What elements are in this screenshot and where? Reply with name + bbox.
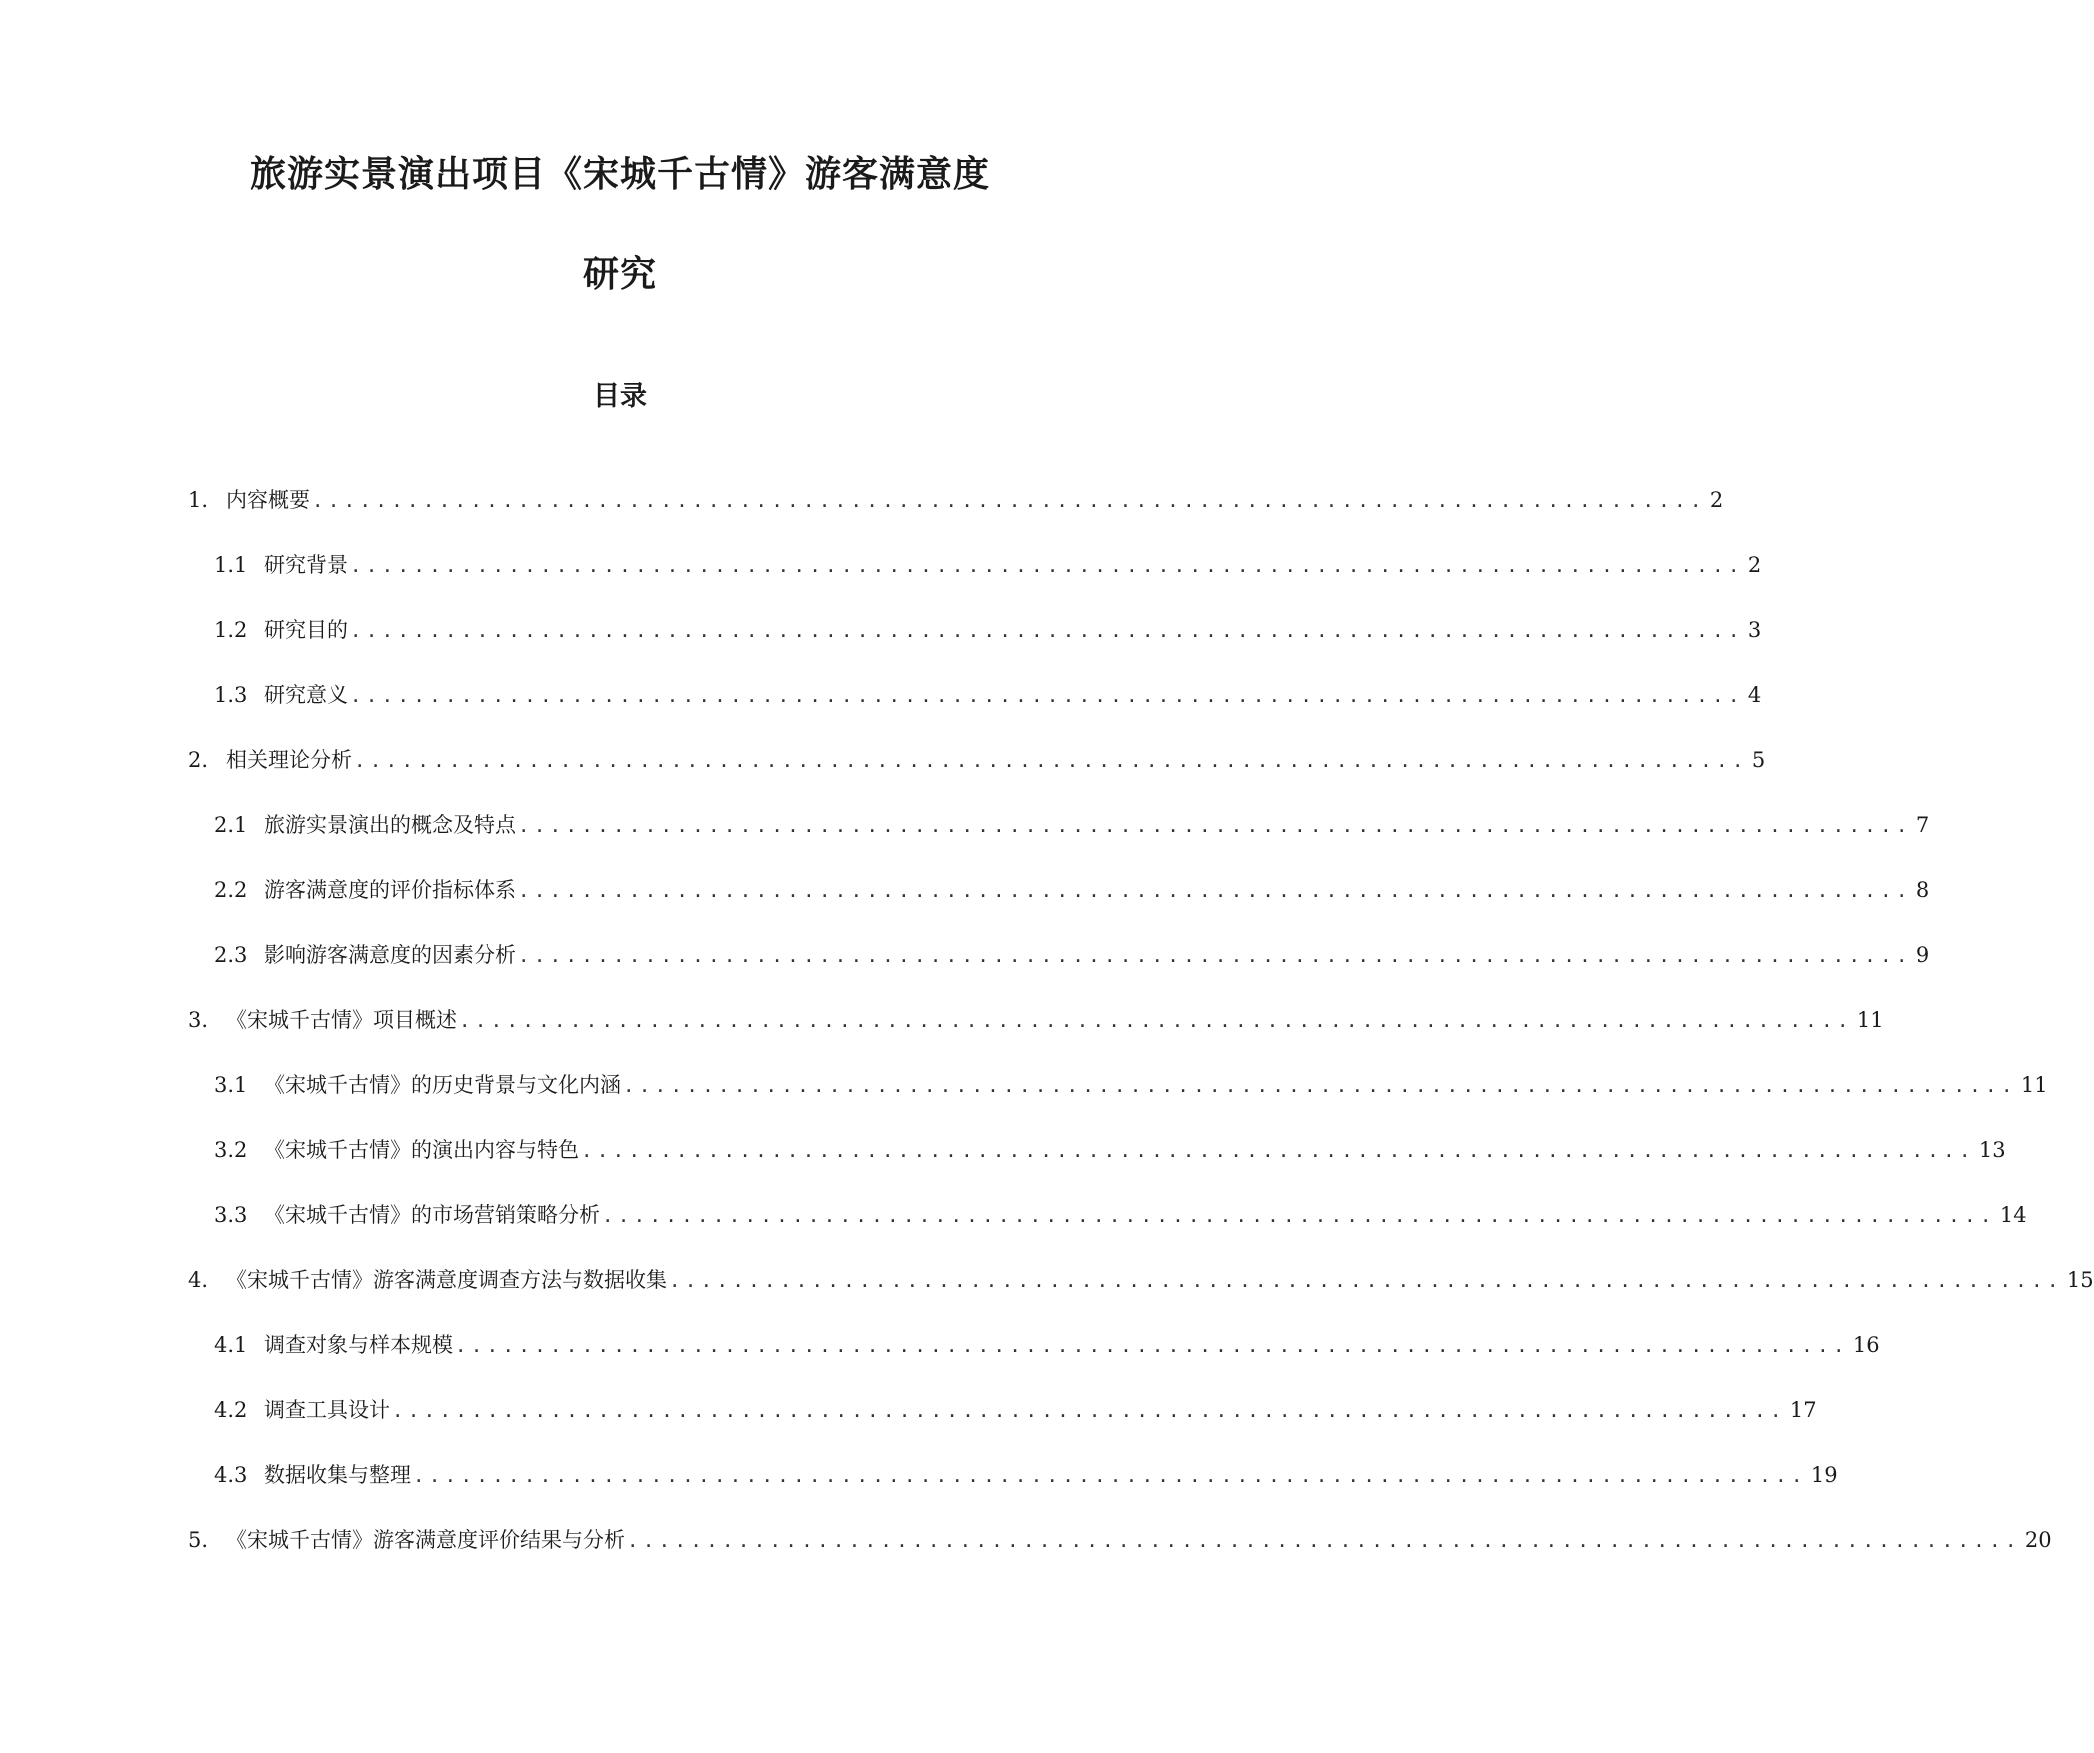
toc-entry[interactable] xyxy=(188,484,1724,516)
toc-entry-page: 8 xyxy=(1915,878,1930,902)
toc-entry-title: 游客满意度的评价指标体系 xyxy=(264,878,516,902)
toc-entry-title: 《宋城千古情》的市场营销策略分析 xyxy=(264,1203,600,1227)
toc-dot-leader: ........................................................................................ xyxy=(602,1205,1996,1227)
toc-entry[interactable] xyxy=(214,809,1930,841)
toc-entry-number: 1.1 xyxy=(214,553,248,577)
toc-dot-leader: ........................................................................................ xyxy=(669,1270,2063,1292)
toc-entry-page: 7 xyxy=(1915,813,1930,837)
toc-entry[interactable] xyxy=(214,1199,2027,1231)
toc-entry-title: 数据收集与整理 xyxy=(264,1463,411,1487)
toc-entry-number: 2. xyxy=(188,748,209,772)
toc-heading: 目录 xyxy=(593,381,647,412)
toc-entry-page: 2 xyxy=(1747,553,1762,577)
toc-entry-title: 调查对象与样本规模 xyxy=(264,1333,453,1357)
toc-entry-title: 《宋城千古情》游客满意度评价结果与分析 xyxy=(226,1528,625,1552)
toc-entry-title: 影响游客满意度的因素分析 xyxy=(264,943,516,967)
toc-entry-title: 相关理论分析 xyxy=(226,748,352,772)
toc-entry[interactable] xyxy=(214,939,1930,971)
toc-entry-page: 14 xyxy=(1999,1203,2027,1227)
toc-dot-leader: ........................................................................................ xyxy=(312,490,1706,512)
toc-entry-title: 调查工具设计 xyxy=(264,1398,390,1422)
toc-entry[interactable] xyxy=(214,614,1762,646)
toc-entry[interactable] xyxy=(214,1069,2048,1101)
toc-entry-page: 19 xyxy=(1810,1463,1838,1487)
toc-entry[interactable] xyxy=(188,744,1766,776)
toc-dot-leader: ........................................................................................ xyxy=(518,880,1912,902)
toc-dot-leader: ........................................................................................ xyxy=(459,1010,1853,1032)
toc-entry-page: 9 xyxy=(1915,943,1930,967)
toc-entry-page: 3 xyxy=(1747,618,1762,642)
toc-entry[interactable] xyxy=(214,1394,1817,1426)
toc-entry-number: 3.1 xyxy=(214,1073,248,1097)
toc-entry[interactable] xyxy=(214,1459,1838,1491)
toc-entry-title: 《宋城千古情》项目概述 xyxy=(226,1008,457,1032)
toc-entry-title: 旅游实景演出的概念及特点 xyxy=(264,813,516,837)
toc-entry-number: 1.3 xyxy=(214,683,248,707)
toc-dot-leader: ........................................................................................ xyxy=(354,750,1748,772)
toc-entry-page: 16 xyxy=(1852,1333,1880,1357)
toc-entry-number: 5. xyxy=(188,1528,209,1552)
toc-dot-leader: ........................................................................................ xyxy=(392,1400,1786,1422)
toc-dot-leader: ........................................................................................ xyxy=(350,555,1744,577)
toc-entry-number: 4.3 xyxy=(214,1463,248,1487)
toc-entry-page: 15 xyxy=(2066,1268,2094,1292)
toc-entry-title: 内容概要 xyxy=(226,488,310,512)
toc-dot-leader: ........................................................................................ xyxy=(518,945,1912,967)
toc-entry-number: 4. xyxy=(188,1268,209,1292)
toc-entry-number: 1. xyxy=(188,488,209,512)
toc-dot-leader: ........................................................................................ xyxy=(518,815,1912,837)
toc-entry-title: 研究背景 xyxy=(264,553,348,577)
toc-entry-title: 《宋城千古情》游客满意度调查方法与数据收集 xyxy=(226,1268,667,1292)
toc-dot-leader: ........................................................................................ xyxy=(350,620,1744,642)
toc-entry-title: 研究意义 xyxy=(264,683,348,707)
toc-dot-leader: ........................................................................................ xyxy=(581,1140,1975,1162)
toc-entry[interactable] xyxy=(188,1524,2052,1556)
toc-entry-page: 4 xyxy=(1747,683,1762,707)
toc-entry[interactable] xyxy=(214,1329,1880,1361)
toc-entry-title: 《宋城千古情》的演出内容与特色 xyxy=(264,1138,579,1162)
toc-entry[interactable] xyxy=(214,1134,2006,1166)
toc-dot-leader: ........................................................................................ xyxy=(455,1335,1849,1357)
toc-entry-number: 2.1 xyxy=(214,813,248,837)
toc-entry-page: 13 xyxy=(1978,1138,2006,1162)
toc-entry-number: 2.2 xyxy=(214,878,248,902)
toc-entry-number: 3.2 xyxy=(214,1138,248,1162)
toc-entry[interactable] xyxy=(214,549,1762,581)
toc-entry[interactable] xyxy=(188,1004,1884,1036)
toc-entry[interactable] xyxy=(214,679,1762,711)
toc-entry-title: 《宋城千古情》的历史背景与文化内涵 xyxy=(264,1073,621,1097)
toc-entry-number: 4.2 xyxy=(214,1398,248,1422)
toc-entry-page: 11 xyxy=(2020,1073,2048,1097)
toc-entry-title: 研究目的 xyxy=(264,618,348,642)
toc-entry-number: 3. xyxy=(188,1008,209,1032)
toc-dot-leader: ........................................................................................ xyxy=(627,1530,2021,1552)
toc-entry-page: 17 xyxy=(1789,1398,1817,1422)
toc-dot-leader: ........................................................................................ xyxy=(350,685,1744,707)
document-title-line-2: 研究 xyxy=(582,253,657,295)
toc-entry-number: 4.1 xyxy=(214,1333,248,1357)
toc-entry-page: 11 xyxy=(1856,1008,1884,1032)
toc-entry[interactable] xyxy=(214,874,1930,906)
toc-entry-number: 3.3 xyxy=(214,1203,248,1227)
toc-entry-number: 1.2 xyxy=(214,618,248,642)
toc-dot-leader: ........................................................................................ xyxy=(413,1465,1807,1487)
toc-entry-page: 20 xyxy=(2024,1528,2052,1552)
toc-dot-leader: ........................................................................................ xyxy=(623,1075,2017,1097)
toc-entry[interactable] xyxy=(188,1264,2094,1296)
toc-entry-number: 2.3 xyxy=(214,943,248,967)
document-title-line-1: 旅游实景演出项目《宋城千古情》游客满意度 xyxy=(249,153,990,195)
toc-entry-page: 2 xyxy=(1709,488,1724,512)
toc-entry-page: 5 xyxy=(1751,748,1766,772)
